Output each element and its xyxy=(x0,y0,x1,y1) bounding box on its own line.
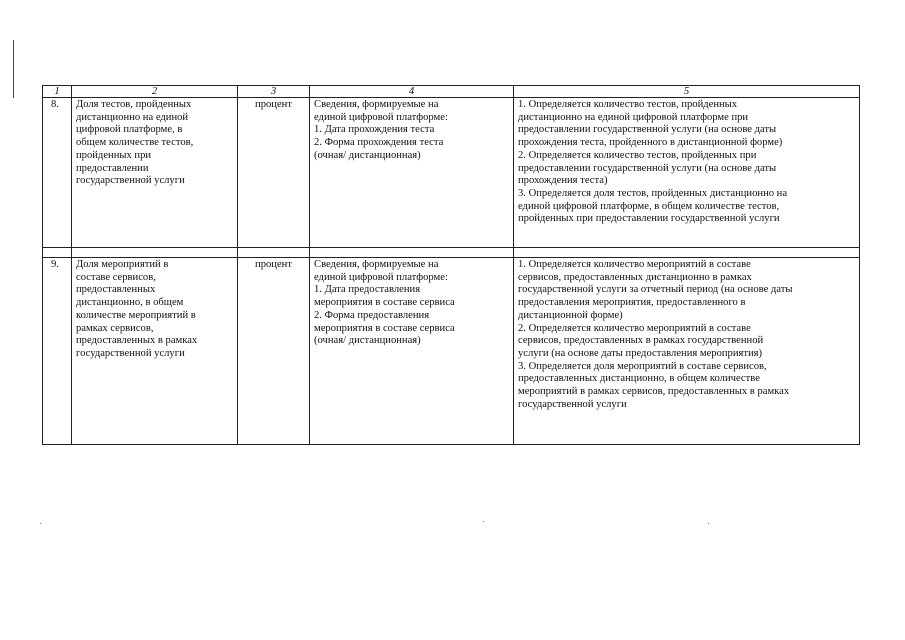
header-col-1: 1 xyxy=(43,86,72,98)
method-line: предоставлении государственной услуги (на основе даты xyxy=(518,162,777,174)
source-line: мероприятия в составе сервиса xyxy=(314,322,455,334)
unit-cell: процент xyxy=(238,258,310,445)
page-margin-line xyxy=(13,40,14,98)
separator-cell xyxy=(514,248,860,258)
source-cell xyxy=(310,258,514,445)
source-line: единой цифровой платформе: xyxy=(314,111,448,123)
indicator-line: общем количестве тестов, xyxy=(76,137,194,149)
scan-speck xyxy=(40,523,41,524)
method-line: 1. Определяется количество тестов, пройденных xyxy=(518,99,738,110)
scan-speck xyxy=(483,521,484,522)
method-line: сервисов, предоставленных в рамках государственной xyxy=(518,335,764,347)
table-row xyxy=(43,258,860,445)
method-line: пройденных при предоставлении государственной услуги xyxy=(518,213,780,225)
indicator-line: количестве мероприятий в xyxy=(76,309,196,321)
header-col-2: 2 xyxy=(72,86,238,98)
source-line: 2. Форма предоставления xyxy=(314,309,430,321)
method-line: прохождения теста, пройденного в дистанционной форме) xyxy=(518,137,783,149)
separator-cell xyxy=(238,248,310,258)
source-line: Сведения, формируемые на xyxy=(314,99,439,110)
separator-cell xyxy=(310,248,514,258)
indicator-line: составе сервисов, xyxy=(76,271,156,283)
method-line: 2. Определяется количество тестов, пройденных при xyxy=(518,149,757,161)
method-line: сервисов, предоставленных дистанционно в рамках xyxy=(518,271,752,283)
indicator-line: дистанционно на единой xyxy=(76,111,189,123)
indicator-line: Доля мероприятий в xyxy=(76,259,169,270)
separator-cell xyxy=(72,248,238,258)
indicator-line: пройденных при xyxy=(76,149,152,161)
method-line: единой цифровой платформе, в общем количестве тестов, xyxy=(518,200,780,212)
unit-cell: процент xyxy=(238,98,310,248)
method-line: предоставленных дистанционно, в общем количестве xyxy=(518,373,760,385)
row-number: 8. xyxy=(43,98,72,248)
indicator-line: предоставленных в рамках xyxy=(76,335,198,347)
source-line: единой цифровой платформе: xyxy=(314,271,448,283)
source-line: Сведения, формируемые на xyxy=(314,259,439,270)
indicators-table xyxy=(42,85,860,445)
indicator-line: Доля тестов, пройденных xyxy=(76,99,192,110)
method-line: 1. Определяется количество мероприятий в составе xyxy=(518,259,751,270)
method-line: государственной услуги за отчетный период (на основе даты xyxy=(518,284,793,296)
method-line: услуги (на основе даты предоставления мероприятия) xyxy=(518,347,763,359)
method-line: 2. Определяется количество мероприятий в составе xyxy=(518,322,751,334)
source-line: 2. Форма прохождения теста xyxy=(314,137,444,149)
indicator-line: предоставлении xyxy=(76,162,149,174)
source-line: (очная/ дистанционная) xyxy=(314,335,421,347)
method-line: предоставлении государственной услуги (на основе даты xyxy=(518,124,777,136)
header-row xyxy=(43,86,860,98)
indicator-line: государственной услуги xyxy=(76,347,185,359)
method-line: государственной услуги xyxy=(518,398,627,410)
method-cell xyxy=(514,98,860,248)
indicator-line: цифровой платформе, в xyxy=(76,124,183,136)
method-line: 3. Определяется доля тестов, пройденных дистанционно на xyxy=(518,187,788,199)
row-number: 9. xyxy=(43,258,72,445)
method-line: прохождения теста) xyxy=(518,175,608,187)
source-line: (очная/ дистанционная) xyxy=(314,149,421,161)
method-line: дистанционно на единой цифровой платформе при xyxy=(518,111,749,123)
method-line: 3. Определяется доля мероприятий в составе сервисов, xyxy=(518,360,767,372)
indicator-line: государственной услуги xyxy=(76,175,185,187)
method-line: дистанционной форме) xyxy=(518,309,623,321)
header-col-4: 4 xyxy=(310,86,514,98)
source-line: 1. Дата предоставления xyxy=(314,284,421,296)
indicator-line: дистанционно, в общем xyxy=(76,297,184,309)
indicator-cell xyxy=(72,258,238,445)
source-line: 1. Дата прохождения теста xyxy=(314,124,435,136)
source-cell xyxy=(310,98,514,248)
source-line: мероприятия в составе сервиса xyxy=(314,297,455,309)
separator-cell xyxy=(43,248,72,258)
row-separator xyxy=(43,248,860,258)
indicator-line: рамках сервисов, xyxy=(76,322,154,334)
method-line: предоставления мероприятия, предоставленного в xyxy=(518,297,746,309)
indicator-line: предоставленных xyxy=(76,284,156,296)
method-cell xyxy=(514,258,860,445)
table-row xyxy=(43,98,860,248)
method-line: мероприятий в рамках сервисов, предоставленных в рамках xyxy=(518,386,790,398)
scan-speck xyxy=(708,523,709,524)
header-col-5: 5 xyxy=(514,86,860,98)
indicator-cell xyxy=(72,98,238,248)
header-col-3: 3 xyxy=(238,86,310,98)
